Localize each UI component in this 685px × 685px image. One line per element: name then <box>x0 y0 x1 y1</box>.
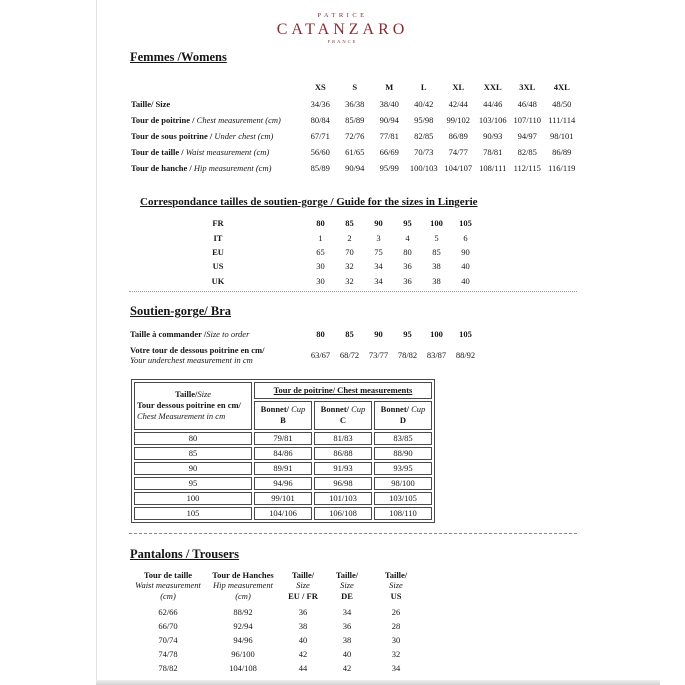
table-cell: 96/100 <box>231 649 255 660</box>
table-cell: 94/96 <box>254 477 312 490</box>
row-label-en: Hip measurement (cm) <box>193 163 272 173</box>
table-cell: 62/66 <box>158 607 178 618</box>
table-row <box>134 477 432 490</box>
row-label: US <box>212 261 224 272</box>
cup-c-header <box>314 401 372 430</box>
row-label-en: Under chest (cm) <box>214 131 274 141</box>
table-cell: 36/38 <box>345 99 365 109</box>
table-cell: 85/89 <box>310 163 330 173</box>
logo-patrice-text: PATRICE <box>317 12 368 19</box>
table-cell: 95/99 <box>379 163 399 173</box>
table-cell: 106/108 <box>314 507 372 520</box>
table-cell: 78/81 <box>483 147 503 157</box>
table-row <box>134 507 432 520</box>
corner-line1 <box>137 389 249 400</box>
table-cell: 30 <box>316 275 325 286</box>
col-header-sub: DE <box>341 590 353 601</box>
table-cell: 38 <box>342 635 352 646</box>
page-left-edge <box>96 0 97 681</box>
row-label-fr: Tour de poitrine / <box>131 115 197 125</box>
page-bottom-edge <box>96 680 660 685</box>
table-cell: 63/67 <box>310 350 331 361</box>
col-header-en: Size <box>340 580 354 591</box>
col-header-en: Waist measurement (cm) <box>135 580 201 601</box>
dotted-divider <box>129 291 577 292</box>
empty-corner-cell <box>131 78 303 96</box>
table-cell: 70/73 <box>414 147 434 157</box>
women-size-table <box>131 78 579 176</box>
table-cell: 103/105 <box>374 492 432 505</box>
col-header-fr: Taille/ <box>335 569 359 580</box>
row-label-en: Your underchest measurement in cm <box>130 355 253 366</box>
table-row <box>130 216 480 230</box>
col-header-sub: US <box>390 590 402 601</box>
table-cell: S <box>352 82 358 92</box>
table-cell: 36 <box>403 275 412 286</box>
row-label-fr: Tour de taille / <box>131 147 186 157</box>
table-cell: 90 <box>374 329 383 340</box>
table-cell: 40/42 <box>414 99 434 109</box>
table-cell: 36 <box>403 261 412 272</box>
cup-label-en: Cup <box>411 404 426 415</box>
row-label-fr: Taille/ Size <box>131 99 171 109</box>
cup-label-en: Cup <box>291 404 306 415</box>
col-header-fr: Tour de taille <box>143 569 193 580</box>
table-cell: 32 <box>345 261 354 272</box>
table-cell: 66/69 <box>379 147 399 157</box>
table-cell: 40 <box>298 635 308 646</box>
table-cell: 3XL <box>519 82 536 92</box>
col-header-en: Size <box>389 580 403 591</box>
table-row <box>131 144 579 160</box>
chest-measurements-header-text: Tour de poitrine/ Chest measurements <box>273 385 413 396</box>
table-cell: 111/114 <box>548 115 576 125</box>
row-label <box>131 96 303 112</box>
table-cell: 85 <box>345 329 354 340</box>
table-cell: 80 <box>403 246 412 257</box>
table-row <box>131 112 579 128</box>
table-cell: XL <box>452 82 465 92</box>
corner-line1-en: Size <box>197 389 212 400</box>
col-header-sub: EU / FR <box>288 590 318 601</box>
table-cell: XS <box>314 82 326 92</box>
corner-line3: Chest Measurement in cm <box>137 411 226 422</box>
table-cell: 80 <box>134 432 252 445</box>
table-row <box>130 661 424 675</box>
table-row <box>134 447 432 460</box>
table-cell: 88/90 <box>374 447 432 460</box>
row-label <box>131 160 303 176</box>
table-cell: 104/107 <box>444 163 473 173</box>
table-cell: 42/44 <box>448 99 468 109</box>
table-cell: 6 <box>463 232 468 243</box>
table-cell: M <box>385 82 394 92</box>
table-cell: 44 <box>298 663 308 674</box>
table-cell: 94/96 <box>233 635 253 646</box>
table-cell: 100 <box>134 492 252 505</box>
row-label: EU <box>212 246 224 257</box>
column-header-de <box>326 570 368 606</box>
table-cell: 77/81 <box>379 131 399 141</box>
table-cell: 70/74 <box>158 635 178 646</box>
table-cell: 78/82 <box>397 350 418 361</box>
table-cell: 32 <box>345 275 354 286</box>
women-section-heading: Femmes /Womens <box>130 50 227 64</box>
brand-logo <box>0 0 685 44</box>
row-label <box>131 128 303 144</box>
table-cell: 100 <box>430 218 443 229</box>
table-cell: 103/106 <box>478 115 507 125</box>
table-cell: 32 <box>391 649 401 660</box>
table-cell: 34/36 <box>310 99 330 109</box>
table-cell: L <box>420 82 427 92</box>
table-cell: 80/84 <box>310 115 330 125</box>
column-header-hip <box>206 570 280 606</box>
table-cell: 90/93 <box>483 131 503 141</box>
table-cell: 92/94 <box>233 621 253 632</box>
table-cell: 90 <box>374 218 383 229</box>
col-header-fr: Tour de Hanches <box>212 569 274 580</box>
table-cell: 100 <box>430 329 443 340</box>
row-label-fr: Taille à commander / <box>130 329 207 340</box>
table-cell: 73/77 <box>368 350 389 361</box>
col-header-en: Hip measurement (cm) <box>213 580 273 601</box>
col-header-fr: Taille/ <box>384 569 408 580</box>
cup-table-corner-cell <box>134 382 252 430</box>
cup-label-en: Cup <box>351 404 366 415</box>
dashed-divider <box>129 533 577 534</box>
table-row <box>130 647 424 661</box>
table-row <box>130 230 480 244</box>
table-cell: 85 <box>345 218 354 229</box>
table-cell: 38/40 <box>379 99 399 109</box>
table-cell: 4XL <box>553 82 570 92</box>
table-cell: 61/65 <box>345 147 365 157</box>
table-cell: 107/110 <box>513 115 542 125</box>
table-row <box>130 326 480 343</box>
cup-letter: B <box>280 415 286 426</box>
table-cell: 86/89 <box>448 131 468 141</box>
chest-measurements-header <box>254 382 432 399</box>
table-cell: 89/91 <box>254 462 312 475</box>
table-cell: 95 <box>403 218 412 229</box>
table-cell: 93/95 <box>374 462 432 475</box>
column-header-eu-fr <box>280 570 326 606</box>
table-cell: 74/78 <box>158 649 178 660</box>
row-label-fr: Tour de hanche / <box>131 163 194 173</box>
table-cell: 3 <box>376 232 381 243</box>
table-cell: 44/46 <box>483 99 503 109</box>
table-cell: 90/94 <box>379 115 399 125</box>
table-row <box>130 245 480 259</box>
row-label: IT <box>213 232 223 243</box>
table-cell: 95/98 <box>414 115 434 125</box>
table-cell: 105 <box>134 507 252 520</box>
table-cell: 108/110 <box>374 507 432 520</box>
table-row <box>134 492 432 505</box>
table-row <box>134 462 432 475</box>
table-cell: 96/98 <box>314 477 372 490</box>
table-cell: 36 <box>298 607 308 618</box>
table-cell: 40 <box>461 261 470 272</box>
table-cell: 105 <box>459 329 472 340</box>
row-label <box>130 343 306 368</box>
cup-b-header <box>254 401 312 430</box>
table-cell: 105 <box>459 218 472 229</box>
table-row <box>130 343 480 368</box>
row-label <box>131 112 303 128</box>
cup-letter: C <box>339 415 347 426</box>
trousers-size-table <box>130 570 424 676</box>
table-cell: 83/87 <box>426 350 447 361</box>
table-cell: 34 <box>391 663 401 674</box>
table-row <box>130 605 424 619</box>
row-label: FR <box>212 218 224 229</box>
table-row <box>130 619 424 633</box>
table-cell: 80 <box>316 329 325 340</box>
table-row <box>131 128 579 144</box>
row-label <box>130 326 306 343</box>
table-cell: 95 <box>134 477 252 490</box>
table-row <box>130 274 480 288</box>
bra-size-table <box>130 326 480 368</box>
logo-catanzaro-text: CATANZARO <box>276 20 409 38</box>
table-header-row <box>130 570 424 606</box>
table-cell: 38 <box>432 261 441 272</box>
table-cell: 80 <box>316 218 325 229</box>
table-cell: 67/71 <box>310 131 330 141</box>
table-cell: 34 <box>374 261 383 272</box>
logo-france-text: FRANCE <box>327 38 358 44</box>
table-cell: 90/94 <box>345 163 365 173</box>
table-cell: 100/103 <box>409 163 438 173</box>
row-label-en: Size to order <box>206 329 250 340</box>
table-cell: 94/97 <box>517 131 537 141</box>
lingerie-correspondence-table <box>130 216 480 288</box>
table-cell: 88/92 <box>455 350 476 361</box>
cup-letter: D <box>399 415 407 426</box>
table-cell: 78/82 <box>158 663 178 674</box>
table-cell: 48/50 <box>552 99 572 109</box>
table-cell: 90 <box>461 246 470 257</box>
table-cell: 84/86 <box>254 447 312 460</box>
lingerie-guide-heading: Correspondance tailles de soutien-gorge / Guide for the sizes in Lingerie <box>140 196 478 208</box>
table-cell: 74/77 <box>448 147 468 157</box>
table-row <box>131 96 579 112</box>
table-cell: 70 <box>345 246 354 257</box>
table-cell: 99/102 <box>446 115 471 125</box>
table-cell: 30 <box>316 261 325 272</box>
col-header-fr: Taille/ <box>291 569 315 580</box>
table-cell: 86/89 <box>552 147 572 157</box>
table-row <box>130 633 424 647</box>
table-cell: 40 <box>461 275 470 286</box>
table-cell: 2 <box>347 232 352 243</box>
table-header-row <box>134 382 432 399</box>
table-row <box>130 259 480 273</box>
table-cell: 5 <box>434 232 439 243</box>
table-cell: 75 <box>374 246 383 257</box>
col-header-en: Size <box>296 580 310 591</box>
table-cell: 116/119 <box>548 163 576 173</box>
column-header-waist <box>130 570 206 606</box>
table-cell: 66/70 <box>158 621 178 632</box>
table-cell: 72/76 <box>345 131 365 141</box>
row-label-en: Waist measurement (cm) <box>185 147 270 157</box>
table-cell: 95 <box>403 329 412 340</box>
table-cell: 26 <box>391 607 401 618</box>
table-cell: 40 <box>342 649 352 660</box>
table-cell: 34 <box>374 275 383 286</box>
cup-label-fr: Bonnet/ <box>320 404 352 415</box>
row-label-fr: Votre tour de dessous poitrine en cm/ <box>130 344 265 355</box>
table-cell: 86/88 <box>314 447 372 460</box>
table-cell: 82/85 <box>414 131 434 141</box>
table-cell: 85 <box>134 447 252 460</box>
cup-d-header <box>374 401 432 430</box>
cup-label-fr: Bonnet/ <box>260 404 292 415</box>
table-cell: 85 <box>432 246 441 257</box>
table-cell: 101/103 <box>314 492 372 505</box>
table-cell: 82/85 <box>517 147 537 157</box>
row-label: UK <box>211 275 225 286</box>
column-header-us <box>368 570 424 606</box>
table-cell: 85/89 <box>345 115 365 125</box>
table-cell: 28 <box>391 621 401 632</box>
corner-line1-fr: Taille/ <box>174 389 198 400</box>
table-cell: 90 <box>134 462 252 475</box>
table-cell: 56/60 <box>310 147 330 157</box>
table-cell: 104/106 <box>254 507 312 520</box>
table-cell: 42 <box>298 649 308 660</box>
table-cell: 46/48 <box>517 99 537 109</box>
table-cell: 91/93 <box>314 462 372 475</box>
table-cell: 104/108 <box>229 663 257 674</box>
table-cell: 4 <box>405 232 410 243</box>
bra-section-heading: Soutien-gorge/ Bra <box>130 303 232 318</box>
table-cell: 34 <box>342 607 352 618</box>
table-cell: 83/85 <box>374 432 432 445</box>
table-cell: 30 <box>391 635 401 646</box>
table-cell: 81/83 <box>314 432 372 445</box>
corner-line2: Tour dessous poitrine en cm/ <box>137 400 241 411</box>
table-cell: 79/81 <box>254 432 312 445</box>
table-cell: 112/115 <box>513 163 541 173</box>
cup-measurement-table <box>131 379 435 523</box>
table-cell: 98/100 <box>374 477 432 490</box>
table-cell: 38 <box>432 275 441 286</box>
table-cell: 38 <box>298 621 308 632</box>
table-cell: 108/111 <box>479 163 507 173</box>
table-cell: 88/92 <box>233 607 253 618</box>
table-cell: 99/101 <box>254 492 312 505</box>
table-cell: 65 <box>316 246 325 257</box>
row-label-en: Chest measurement (cm) <box>196 115 281 125</box>
row-label <box>131 144 303 160</box>
table-cell: 36 <box>342 621 352 632</box>
table-cell: XXL <box>483 82 502 92</box>
row-label-fr: Tour de sous poitrine / <box>131 131 215 141</box>
table-cell: 68/72 <box>339 350 360 361</box>
table-row <box>134 432 432 445</box>
table-cell: 42 <box>342 663 352 674</box>
cup-label-fr: Bonnet/ <box>380 404 412 415</box>
table-row <box>131 160 579 176</box>
table-cell: 1 <box>318 232 323 243</box>
size-header-row <box>131 78 579 96</box>
table-cell: 98/101 <box>549 131 574 141</box>
trousers-section-heading: Pantalons / Trousers <box>130 546 240 561</box>
